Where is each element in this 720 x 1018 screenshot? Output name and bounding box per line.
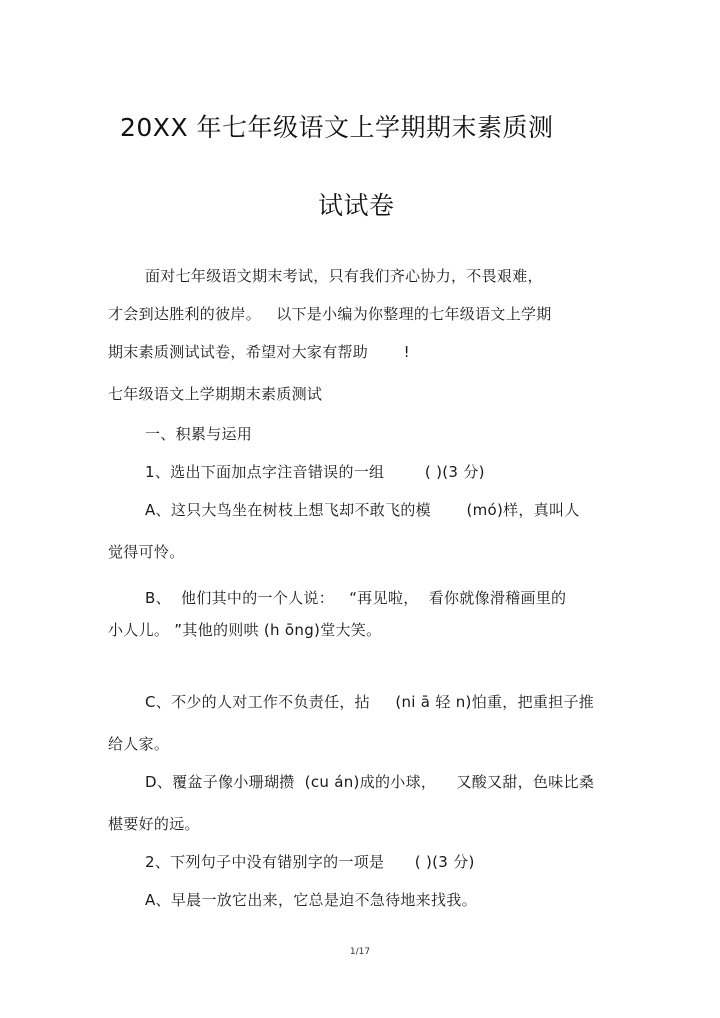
intro-line-1: 面对七年级语文期末考试，只有我们齐心协力，不畏艰难， bbox=[145, 267, 543, 285]
q1-option-b-line-1: B、 他们其中的一个人说： “再见啦， 看你就像滑稽画里的 bbox=[145, 589, 567, 607]
title-line-2: 试试卷 bbox=[318, 191, 395, 220]
q1-option-a-line-2: 觉得可怜。 bbox=[108, 543, 185, 561]
intro-line-3: 期末素质测试试卷，希望对大家有帮助 ! bbox=[108, 343, 410, 361]
q1-option-a-line-1: A、这只大鸟坐在树枝上想飞却不敢飞的模 (mó)样，真叫人 bbox=[145, 501, 580, 519]
q1-option-c-line-1: C、不少的人对工作不负责任，拈 (ni ā 轻 n)怕重，把重担子推 bbox=[145, 693, 595, 711]
q2-option-a: A、早晨一放它出来，它总是迫不急待地来找我。 bbox=[145, 891, 477, 909]
intro-line-2: 才会到达胜利的彼岸。 以下是小编为你整理的七年级语文上学期 bbox=[108, 305, 552, 323]
subtitle: 七年级语文上学期期末素质测试 bbox=[108, 385, 323, 403]
q1-option-d-line-1: D、覆盆子像小珊瑚攒 (cu án)成的小球， 又酸又甜，色味比桑 bbox=[145, 773, 595, 791]
title-line-1: 20XX 年七年级语文上学期期末素质测 bbox=[120, 113, 554, 142]
section-heading: 一、积累与运用 bbox=[145, 425, 253, 443]
page-number: 1/17 bbox=[349, 947, 371, 957]
q1-option-d-line-2: 椹要好的远。 bbox=[108, 815, 200, 833]
q1-option-c-line-2: 给人家。 bbox=[108, 735, 170, 753]
question-1: 1、选出下面加点字注音错误的一组 ( )(3 分) bbox=[145, 463, 485, 481]
question-2: 2、下列句子中没有错别字的一项是 ( )(3 分) bbox=[145, 853, 475, 871]
q1-option-b-line-2: 小人儿。 ”其他的则哄 (h ōng)堂大笑。 bbox=[108, 621, 382, 639]
